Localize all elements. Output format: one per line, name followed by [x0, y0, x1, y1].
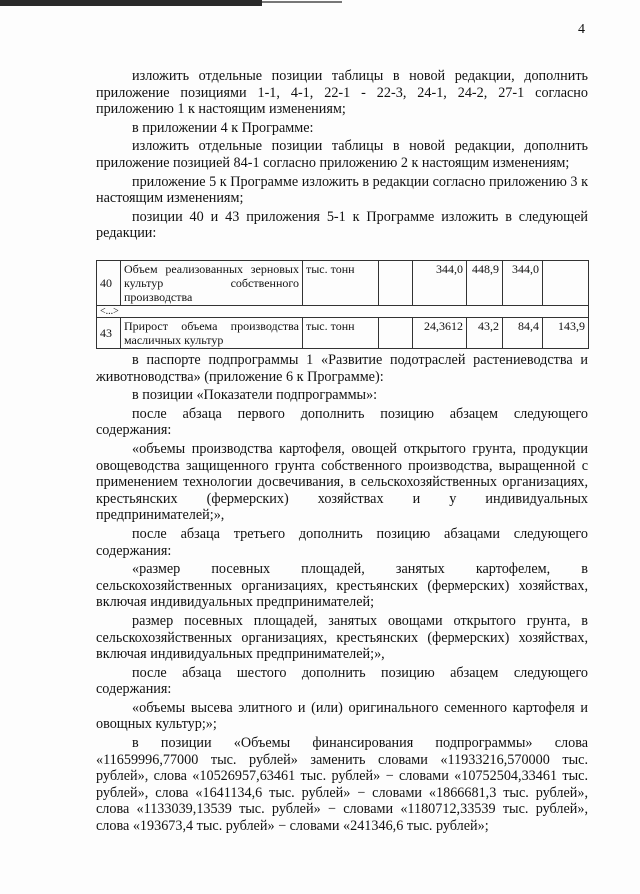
- indicator-name: Объем реализованных зерновых культур собственного производства: [121, 261, 303, 306]
- table-row: [97, 318, 589, 349]
- value-cell: 24,3612: [413, 318, 467, 349]
- amendment-table: [96, 260, 589, 349]
- page-number: 4: [578, 22, 585, 37]
- value-cell: 344,0: [503, 261, 543, 306]
- paragraph: после абзаца шестого дополнить позицию абзацем следующего содержания:: [96, 664, 588, 698]
- ellipsis-marker: <...>: [97, 306, 589, 318]
- paragraph: позиции 40 и 43 приложения 5-1 к Программе изложить в следующей редакции:: [96, 208, 588, 242]
- paragraph: в позиции «Показатели подпрограммы»:: [132, 387, 378, 404]
- paragraph: после абзаца первого дополнить позицию абзацем следующего содержания:: [96, 405, 588, 439]
- table-row: [97, 261, 589, 306]
- paragraph: в паспорте подпрограммы 1 «Развитие подотраслей растениеводства и животноводства» (приложение 6 к Программе):: [96, 352, 588, 385]
- paragraph: «объемы высева элитного и (или) оригинального семенного картофеля и овощных культур;»;: [96, 699, 588, 733]
- value-cell: 344,0: [413, 261, 467, 306]
- value-cell: 84,4: [503, 318, 543, 349]
- body-section: [96, 352, 588, 835]
- empty-cell: [379, 261, 413, 306]
- value-cell: 143,9: [543, 318, 589, 349]
- paragraph: после абзаца третьего дополнить позицию абзацами следующего содержания:: [96, 525, 588, 559]
- unit-cell: тыс. тонн: [303, 318, 379, 349]
- paragraph: в позиции «Объемы финансирования подпрограммы» слова «11659996,77000 тыс. рублей» заменить словами «11933216,570000 тыс. рублей», слова «10526957,63461 тыс. рублей» − словами «10752504,33461 тыс. рублей», слова «1641134,6 тыс. рублей» − словами «1866681,3 тыс. рублей», слова «1133039,13539 тыс. рублей» − словами «1180712,33539 тыс. рублей», слова «193673,4 тыс. рублей» − словами «241346,6 тыс. рублей»;: [96, 735, 588, 835]
- intro-section: [96, 68, 588, 242]
- paragraph: «объемы производства картофеля, овощей открытого грунта, продукции овощеводства защищенного грунта собственного производства, выращенной с применением технологии досвечивания, в сельскохозяйственных организациях, крестьянских (фермерских) хозяйствах и у индивидуальных предпринимателей;»,: [96, 440, 588, 524]
- paragraph: в приложении 4 к Программе:: [132, 119, 314, 136]
- paragraph: размер посевных площадей, занятых овощами открытого грунта, в сельскохозяйственных организациях, крестьянских (фермерских) хозяйствах, включая индивидуальных предпринимателей;»,: [96, 612, 588, 663]
- empty-cell: [379, 318, 413, 349]
- value-cell: [543, 261, 589, 306]
- scan-edge-artifact: [0, 0, 262, 6]
- value-cell: 43,2: [467, 318, 503, 349]
- paragraph: приложение 5 к Программе изложить в редакции согласно приложению 3 к настоящим изменениям;: [96, 173, 588, 207]
- paragraph: изложить отдельные позиции таблицы в новой редакции, дополнить приложение позицией 84-1 согласно приложению 2 к настоящим изменениям;: [96, 138, 588, 171]
- scan-edge-artifact: [262, 1, 342, 3]
- indicator-name: Прирост объема производства масличных культур: [121, 318, 303, 349]
- unit-cell: тыс. тонн: [303, 261, 379, 306]
- paragraph: изложить отдельные позиции таблицы в новой редакции, дополнить приложение позициями 1-1, 4-1, 22-1 - 22-3, 24-1, 24-2, 27-1 согласно приложению 1 к настоящим изменениям;: [96, 68, 588, 118]
- value-cell: 448,9: [467, 261, 503, 306]
- table-ellipsis-row: [97, 306, 589, 318]
- row-number: 43: [97, 318, 121, 349]
- paragraph: «размер посевных площадей, занятых картофелем, в сельскохозяйственных организациях, крестьянских (фермерских) хозяйствах, включая индивидуальных предпринимателей;: [96, 561, 588, 611]
- row-number: 40: [97, 261, 121, 306]
